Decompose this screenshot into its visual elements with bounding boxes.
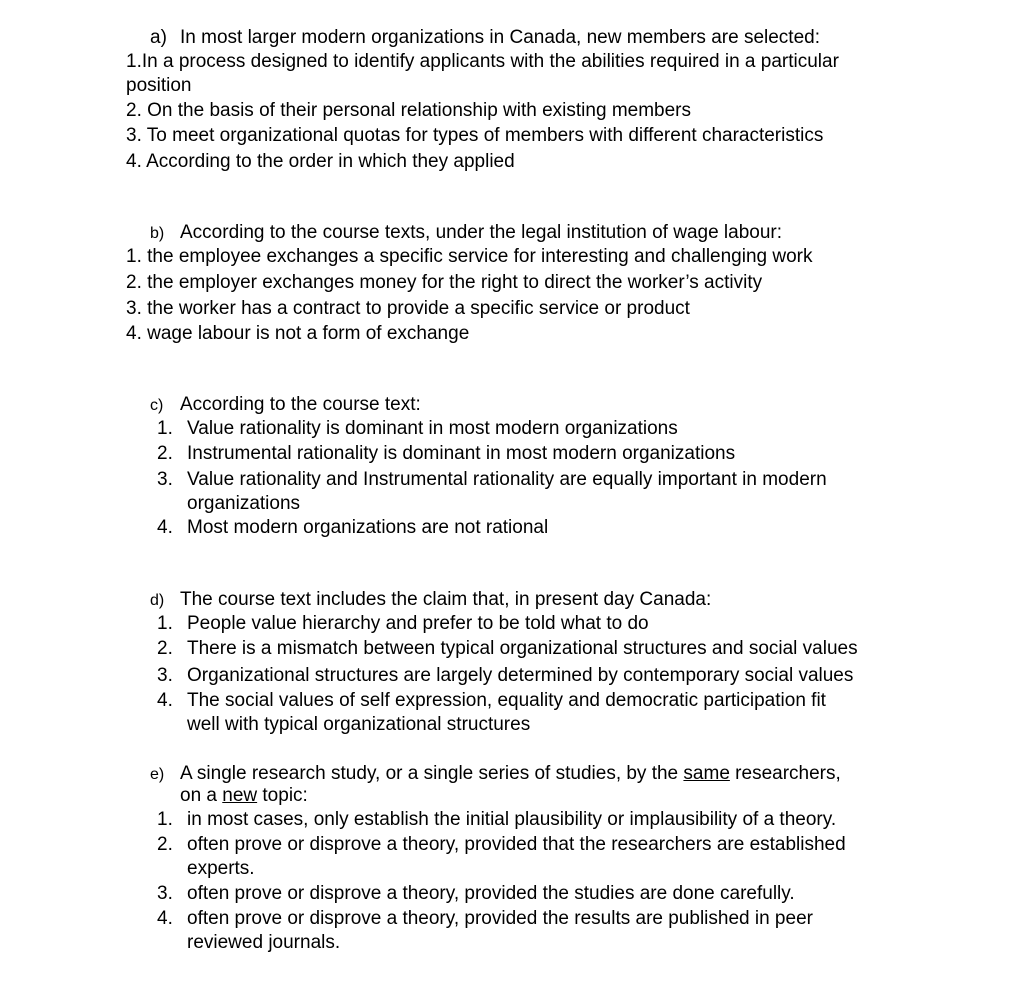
question-c-option-3-cont: organizations [187, 493, 301, 514]
question-b-option-2: 2. the employer exchanges money for the right to direct the worker’s activity [126, 272, 763, 293]
question-e-option-2-cont: experts. [187, 858, 255, 879]
question-c-option-1: Value rationality is dominant in most modern organizations [187, 418, 678, 439]
question-b-label: b) [150, 225, 165, 242]
question-c-num-4: 4. [157, 517, 173, 538]
question-d-stem: The course text includes the claim that, in present day Canada: [180, 589, 712, 610]
question-d-num-1: 1. [157, 613, 173, 634]
question-d-num-4: 4. [157, 690, 173, 711]
question-e-stem-emphasis-same: same [683, 763, 730, 784]
question-c-num-2: 2. [157, 443, 173, 464]
question-d-option-4-cont: well with typical organizational structures [187, 714, 531, 735]
question-c-label: c) [150, 397, 164, 414]
question-d-label: d) [150, 592, 165, 609]
question-a-option-3: 3. To meet organizational quotas for types of members with different characteristics [126, 125, 824, 146]
question-c-option-3: Value rationality and Instrumental rationality are equally important in modern [187, 469, 827, 490]
question-a-option-2: 2. On the basis of their personal relationship with existing members [126, 100, 691, 121]
question-e-option-2: often prove or disprove a theory, provided that the researchers are established [187, 834, 846, 855]
question-d-option-4: The social values of self expression, equality and democratic participation fit [187, 690, 826, 711]
question-c-num-1: 1. [157, 418, 173, 439]
question-e-option-4-cont: reviewed journals. [187, 932, 341, 953]
question-b-option-4: 4. wage labour is not a form of exchange [126, 323, 470, 344]
question-d-option-3: Organizational structures are largely determined by contemporary social values [187, 665, 854, 686]
question-e-num-4: 4. [157, 908, 173, 929]
question-e-option-1: in most cases, only establish the initial plausibility or implausibility of a theory. [187, 809, 837, 830]
question-c-option-4: Most modern organizations are not rational [187, 517, 549, 538]
question-e-num-3: 3. [157, 883, 173, 904]
question-d-option-1: People value hierarchy and prefer to be told what to do [187, 613, 649, 634]
question-c-num-3: 3. [157, 469, 173, 490]
question-b-stem: According to the course texts, under the legal institution of wage labour: [180, 222, 783, 243]
question-e-option-4: often prove or disprove a theory, provided the results are published in peer [187, 908, 813, 929]
question-a-stem: In most larger modern organizations in Canada, new members are selected: [180, 27, 820, 48]
question-a-option-1: 1.In a process designed to identify applicants with the abilities required in a particular [126, 51, 839, 72]
question-a-option-4: 4. According to the order in which they applied [126, 151, 515, 172]
question-e-stem-emphasis-new: new [222, 785, 258, 806]
question-c-option-2: Instrumental rationality is dominant in most modern organizations [187, 443, 736, 464]
question-d-num-2: 2. [157, 638, 173, 659]
question-e-stem-part2: researchers, [729, 763, 841, 784]
question-e-num-1: 1. [157, 809, 173, 830]
question-e-stem2-part1: on a [180, 785, 223, 806]
question-e-stem-cont [180, 784, 308, 808]
question-b-option-1: 1. the employee exchanges a specific service for interesting and challenging work [126, 246, 813, 267]
question-a-option-1-cont: position [126, 75, 192, 96]
question-e-num-2: 2. [157, 834, 173, 855]
question-e-stem2-part2: topic: [257, 785, 308, 806]
question-a-label: a) [150, 27, 167, 48]
question-d-num-3: 3. [157, 665, 173, 686]
question-e-stem [180, 762, 841, 786]
question-e-label: e) [150, 766, 165, 783]
question-c-stem: According to the course text: [180, 394, 421, 415]
question-d-option-2: There is a mismatch between typical organizational structures and social values [187, 638, 858, 659]
question-b-option-3: 3. the worker has a contract to provide a specific service or product [126, 298, 690, 319]
question-e-stem-part1: A single research study, or a single series of studies, by the [180, 763, 684, 784]
question-e-option-3: often prove or disprove a theory, provided the studies are done carefully. [187, 883, 795, 904]
